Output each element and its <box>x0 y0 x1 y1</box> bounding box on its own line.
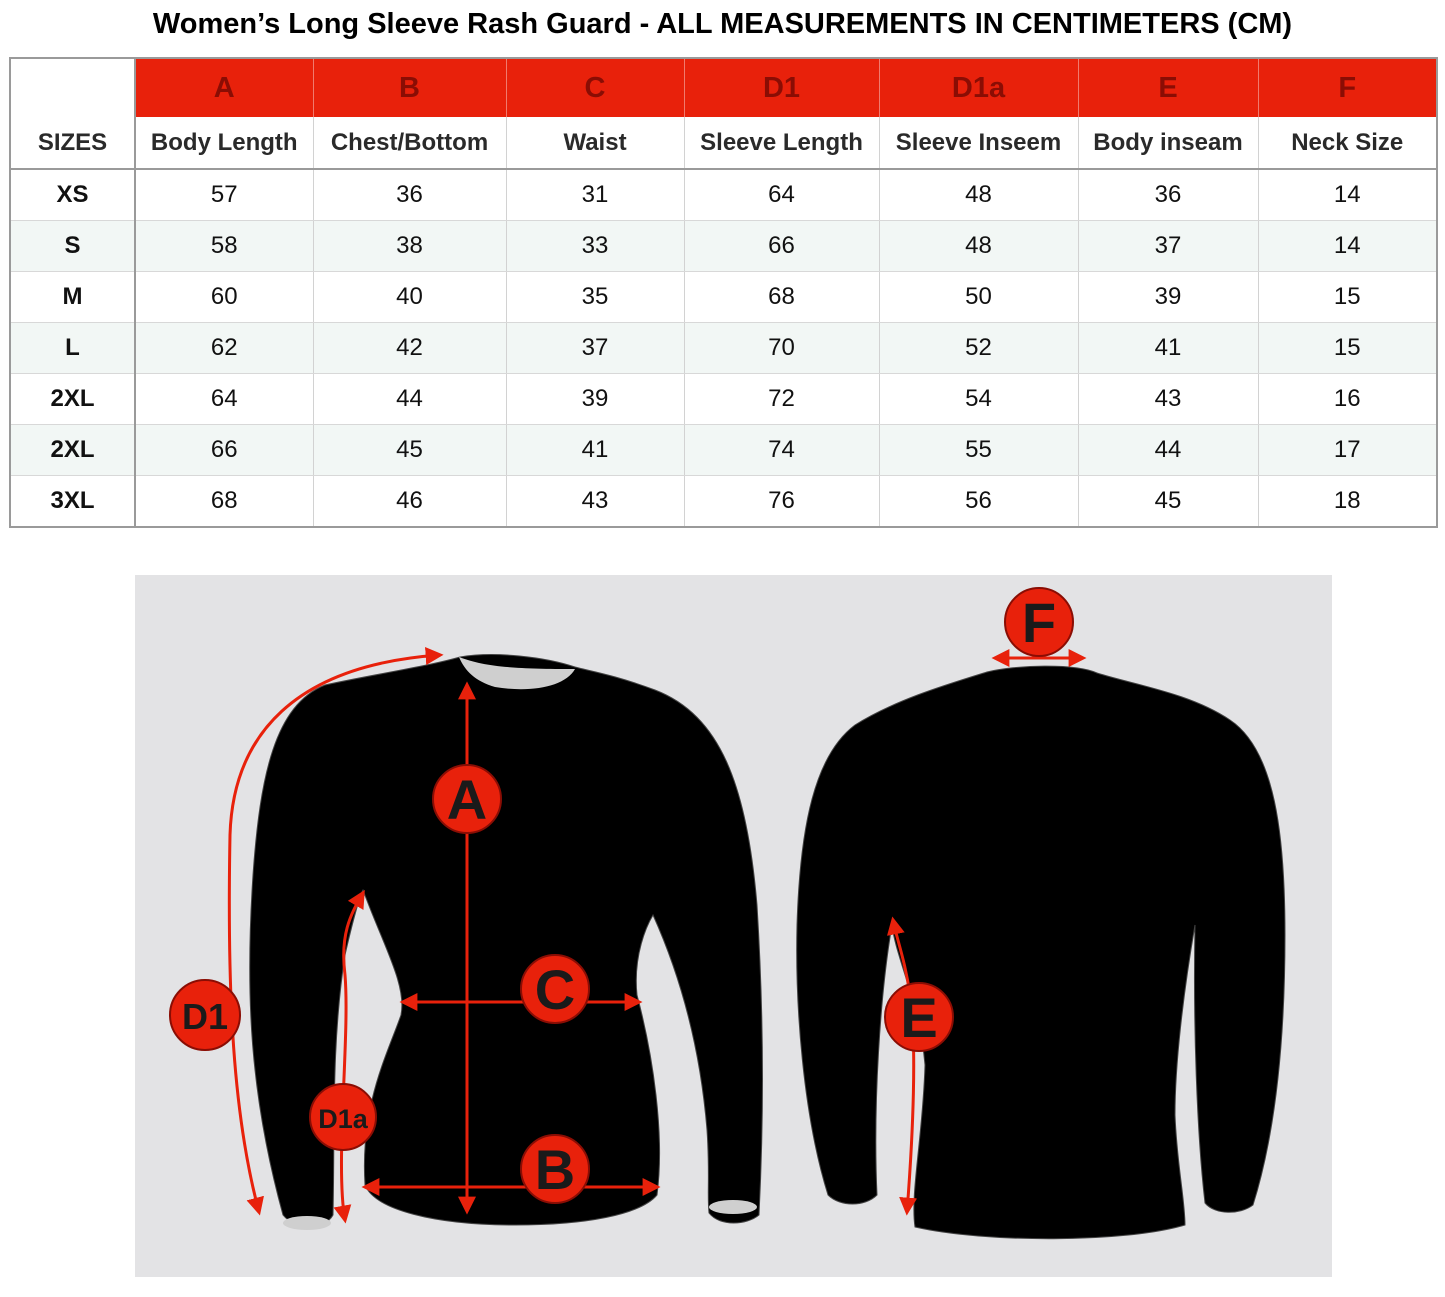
left-cuff <box>283 1216 331 1230</box>
label-e: E <box>900 986 938 1049</box>
table-cell: 76 <box>684 476 879 528</box>
right-cuff <box>709 1200 757 1214</box>
column-header: Sleeve Length <box>684 117 879 169</box>
column-header: SIZES <box>10 117 135 169</box>
table-cell: 66 <box>684 221 879 272</box>
column-header: Chest/Bottom <box>313 117 506 169</box>
table-cell: 41 <box>1078 323 1258 374</box>
table-cell: 33 <box>506 221 684 272</box>
table-cell: 15 <box>1258 323 1437 374</box>
table-cell: 16 <box>1258 374 1437 425</box>
table-cell: 39 <box>506 374 684 425</box>
letter-cell: F <box>1258 58 1437 117</box>
table-cell: 58 <box>135 221 313 272</box>
table-cell: 74 <box>684 425 879 476</box>
table-cell: 38 <box>313 221 506 272</box>
back-shirt-illustration <box>797 666 1285 1239</box>
table-row <box>10 221 1437 272</box>
table-cell: 66 <box>135 425 313 476</box>
letter-cell: A <box>135 58 313 117</box>
label-f: F <box>1021 591 1057 654</box>
table-cell: 64 <box>135 374 313 425</box>
size-cell: L <box>10 323 135 374</box>
letter-cell: D1 <box>684 58 879 117</box>
table-cell: 68 <box>135 476 313 528</box>
column-header: Body Length <box>135 117 313 169</box>
label-badge-a <box>433 765 501 833</box>
table-cell: 48 <box>879 169 1078 221</box>
table-cell: 44 <box>313 374 506 425</box>
table-cell: 37 <box>506 323 684 374</box>
table-cell: 43 <box>506 476 684 528</box>
table-cell: 17 <box>1258 425 1437 476</box>
back-shirt-body <box>797 666 1285 1239</box>
column-header: Body inseam <box>1078 117 1258 169</box>
table-cell: 14 <box>1258 221 1437 272</box>
measurement-diagram <box>135 575 1332 1277</box>
table-cell: 48 <box>879 221 1078 272</box>
size-cell: 2XL <box>10 425 135 476</box>
table-cell: 62 <box>135 323 313 374</box>
label-b: B <box>534 1138 576 1201</box>
table-cell: 57 <box>135 169 313 221</box>
letter-cell: C <box>506 58 684 117</box>
label-d1: D1 <box>181 996 229 1037</box>
letter-cell: D1a <box>879 58 1078 117</box>
label-badge-f <box>1005 588 1073 656</box>
label-badge-d1 <box>170 980 240 1050</box>
label-badge-d1a <box>310 1084 376 1150</box>
table-cell: 15 <box>1258 272 1437 323</box>
column-header: Neck Size <box>1258 117 1437 169</box>
label-c: C <box>534 958 576 1021</box>
table-cell: 46 <box>313 476 506 528</box>
table-cell: 44 <box>1078 425 1258 476</box>
label-a: A <box>446 768 488 831</box>
table-cell: 37 <box>1078 221 1258 272</box>
table-cell: 41 <box>506 425 684 476</box>
label-badge-c <box>521 955 589 1023</box>
label-badge-e <box>885 983 953 1051</box>
table-cell: 60 <box>135 272 313 323</box>
size-chart-table <box>9 57 1438 528</box>
measurement-letter-row <box>10 58 1437 117</box>
table-row <box>10 425 1437 476</box>
table-cell: 43 <box>1078 374 1258 425</box>
table-row <box>10 374 1437 425</box>
table-cell: 54 <box>879 374 1078 425</box>
table-cell: 35 <box>506 272 684 323</box>
table-cell: 72 <box>684 374 879 425</box>
letter-corner-cell <box>10 58 135 117</box>
table-cell: 31 <box>506 169 684 221</box>
table-cell: 55 <box>879 425 1078 476</box>
size-cell: M <box>10 272 135 323</box>
size-cell: 2XL <box>10 374 135 425</box>
table-cell: 52 <box>879 323 1078 374</box>
column-header-row <box>10 117 1437 169</box>
label-badge-b <box>521 1135 589 1203</box>
table-cell: 36 <box>1078 169 1258 221</box>
letter-cell: E <box>1078 58 1258 117</box>
page-title: Women’s Long Sleeve Rash Guard - ALL MEASUREMENTS IN CENTIMETERS (CM) <box>152 8 1293 40</box>
table-cell: 40 <box>313 272 506 323</box>
table-cell: 18 <box>1258 476 1437 528</box>
table-cell: 70 <box>684 323 879 374</box>
table-cell: 56 <box>879 476 1078 528</box>
table-cell: 39 <box>1078 272 1258 323</box>
measurement-diagram-svg <box>135 575 1332 1277</box>
table-cell: 14 <box>1258 169 1437 221</box>
column-header: Sleeve Inseem <box>879 117 1078 169</box>
table-cell: 68 <box>684 272 879 323</box>
size-cell: S <box>10 221 135 272</box>
size-cell: 3XL <box>10 476 135 528</box>
table-row <box>10 272 1437 323</box>
table-row <box>10 323 1437 374</box>
column-header: Waist <box>506 117 684 169</box>
d1a-sleeve-inseam-arrow <box>341 893 363 1220</box>
table-cell: 50 <box>879 272 1078 323</box>
size-cell: XS <box>10 169 135 221</box>
table-row <box>10 169 1437 221</box>
table-row <box>10 476 1437 528</box>
table-cell: 36 <box>313 169 506 221</box>
table-cell: 45 <box>1078 476 1258 528</box>
letter-cell: B <box>313 58 506 117</box>
label-d1a: D1a <box>318 1104 368 1134</box>
table-cell: 42 <box>313 323 506 374</box>
table-cell: 64 <box>684 169 879 221</box>
table-cell: 45 <box>313 425 506 476</box>
